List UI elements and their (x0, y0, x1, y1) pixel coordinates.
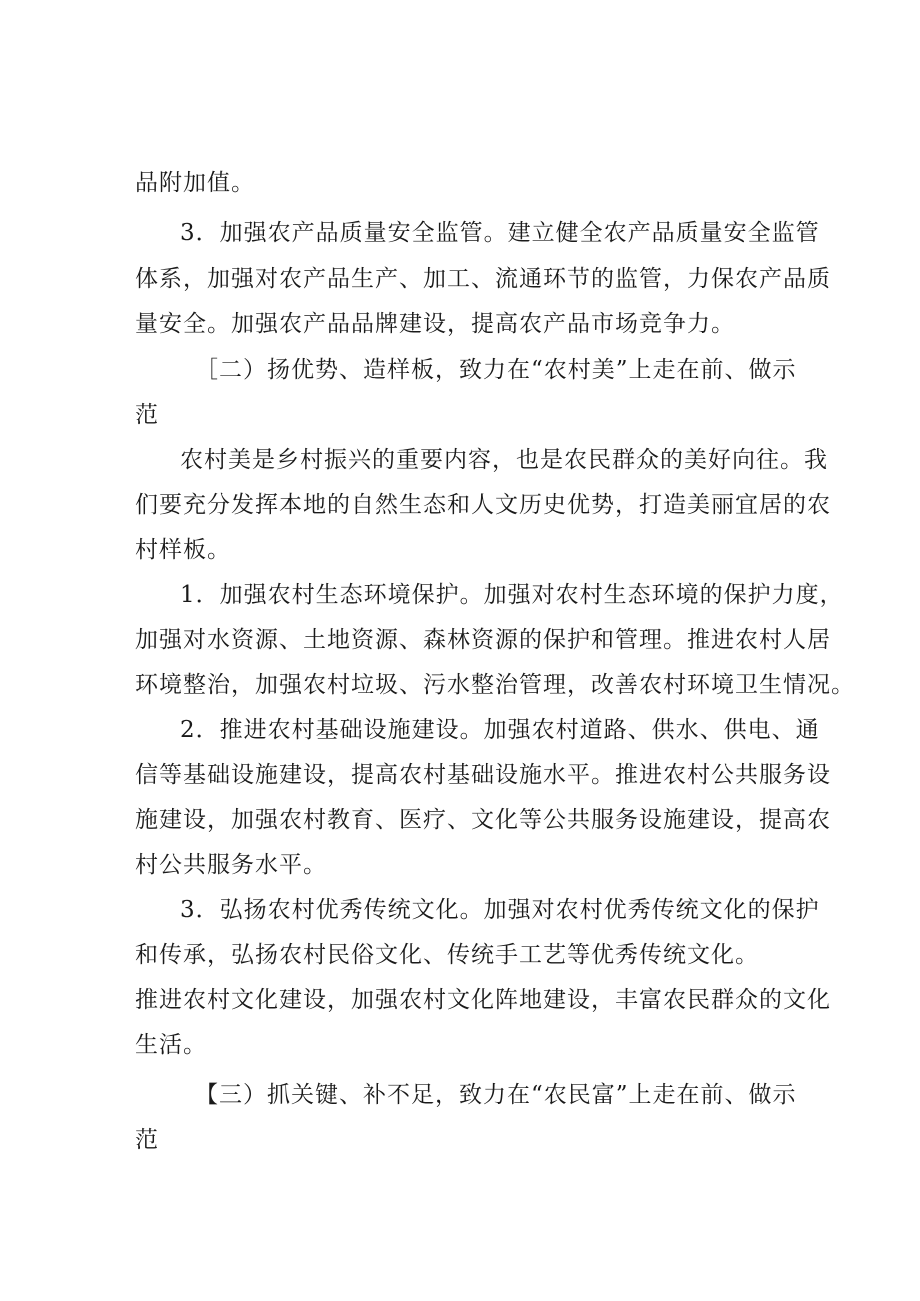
paragraph-line: 1．加强农村生态环境保护。加强对农村生态环境的保护力度， (180, 582, 844, 608)
paragraph-line: 农村美是乡村振兴的重要内容，也是农民群众的美好向往。我 (180, 447, 828, 473)
paragraph-line: 3．加强农产品质量安全监管。建立健全农产品质量安全监管 (180, 220, 820, 246)
paragraph-line: 量安全。加强农产品品牌建设，提高农产品市场竞争力。 (135, 311, 735, 337)
paragraph-line: 体系，加强对农产品生产、加工、流通环节的监管，力保农产品质 (135, 266, 831, 292)
paragraph-line: 们要充分发挥本地的自然生态和人文历史优势，打造美丽宜居的农 (135, 492, 831, 518)
paragraph-line: 推进农村文化建设，加强农村文化阵地建设，丰富农民群众的文化 (135, 987, 831, 1013)
paragraph-line: 环境整治，加强农村垃圾、污水整治管理，改善农村环境卫生情况。 (135, 672, 855, 698)
section-heading-two: ［二）扬优势、造样板，致力在“农村美”上走在前、做示 (195, 357, 797, 383)
paragraph-line: 信等基础设施建设，提高农村基础设施水平。推进农村公共服务设 (135, 762, 831, 788)
paragraph-line: 3．弘扬农村优秀传统文化。加强对农村优秀传统文化的保护 (180, 897, 820, 923)
paragraph-line: 生活。 (135, 1032, 207, 1058)
paragraph-line: 和传承，弘扬农村民俗文化、传统手工艺等优秀传统文化。 (135, 942, 759, 968)
paragraph-line: 品附加值。 (135, 170, 255, 196)
paragraph-line: 加强对水资源、土地资源、森林资源的保护和管理。推进农村人居 (135, 627, 831, 653)
section-heading-two-tail: 范 (135, 402, 159, 428)
section-heading-three: 【三）抓关键、补不足，致力在“农民富”上走在前、做示 (195, 1082, 797, 1108)
section-heading-three-tail: 范 (135, 1127, 159, 1153)
paragraph-line: 2．推进农村基础设施建设。加强农村道路、供水、供电、通 (180, 717, 820, 743)
paragraph-line: 村公共服务水平。 (135, 852, 327, 878)
paragraph-line: 施建设，加强农村教育、医疗、文化等公共服务设施建设，提高农 (135, 807, 831, 833)
paragraph-line: 村样板。 (135, 537, 231, 563)
